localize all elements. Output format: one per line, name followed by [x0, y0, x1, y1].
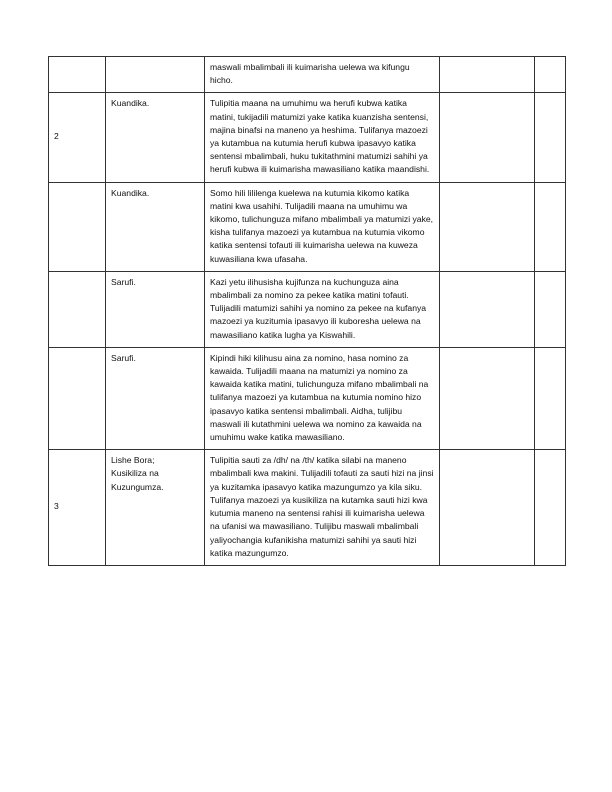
table-row — [49, 57, 566, 93]
table-row — [49, 182, 566, 271]
description-cell: Tulipitia sauti za /dh/ na /th/ katika silabi na maneno mbalimbali kwa makini. Tulijadili tofauti za sauti hizi na jinsi ya kuzitamka ipasavyo katika mazungumzo ya kila siku. Tulifanya mazoezi ya kusikiliza na kutamka sauti hizi kwa kutumia maneno na sentensi rahisi ili kuimarisha uelewa na ufanisi wa mawasiliano. Tulijibu maswali mbalimbali yaliyochangia kufanikisha matumizi sahihi ya sauti hizi katika mazungumzo. — [205, 450, 440, 566]
empty-cell — [440, 93, 535, 182]
week-cell — [49, 57, 106, 93]
empty-cell — [440, 271, 535, 347]
description-cell: Kazi yetu ilihusisha kujifunza na kuchunguza aina mbalimbali za nomino za pekee katika matini tofauti. Tulijadili matumizi sahihi ya nomino za pekee na kufanya mazoezi ya kuzitumia ipasavyo ili kuboresha uelewa na mawasiliano katika lugha ya Kiswahili. — [205, 271, 440, 347]
table-row — [49, 271, 566, 347]
week-cell — [49, 271, 106, 347]
empty-cell — [535, 450, 566, 566]
topic-cell: Kuandika. — [106, 93, 205, 182]
empty-cell — [535, 271, 566, 347]
week-cell — [49, 347, 106, 449]
description-cell: maswali mbalimbali ili kuimarisha uelewa wa kifungu hicho. — [205, 57, 440, 93]
empty-cell — [535, 182, 566, 271]
week-cell — [49, 182, 106, 271]
empty-cell — [535, 93, 566, 182]
table-row — [49, 450, 566, 566]
week-cell: 3 — [49, 450, 106, 566]
empty-cell — [440, 450, 535, 566]
topic-cell — [106, 57, 205, 93]
topic-cell: Kuandika. — [106, 182, 205, 271]
empty-cell — [535, 347, 566, 449]
description-cell: Tulipitia maana na umuhimu wa herufi kubwa katika matini, tukijadili matumizi yake katika kuanzisha sentensi, majina binafsi na maneno ya heshima. Tulifanya mazoezi ya kutambua na kutumia herufi kubwa ipasavyo katika sentensi mbalimbali, huku tukitathmini matumizi sahihi ya herufi kubwa ili kuimarisha mawasiliano katika maandishi. — [205, 93, 440, 182]
description-cell: Kipindi hiki kilihusu aina za nomino, hasa nomino za kawaida. Tulijadili maana na matumizi ya nomino za kawaida katika matini, tulichunguza mifano mbalimbali na tulifanya mazoezi ya kutambua na kutumia nomino hizo ipasavyo katika sentensi mbalimbali. Aidha, tulijibu maswali ili kutathmini uelewa wa nomino za kawaida na umuhimu wake katika mawasiliano. — [205, 347, 440, 449]
empty-cell — [440, 182, 535, 271]
empty-cell — [535, 57, 566, 93]
table-row — [49, 93, 566, 182]
description-cell: Somo hili lililenga kuelewa na kutumia kikomo katika matini kwa usahihi. Tulijadili maana na umuhimu wa kikomo, tulichunguza mifano mbalimbali ya matumizi yake, kisha tulifanya mazoezi ya kutambua na kutumia vikomo katika sentensi tofauti ili kuimarisha uelewa na kuweza kuwasiliana kwa ufasaha. — [205, 182, 440, 271]
topic-cell: Sarufi. — [106, 271, 205, 347]
topic-cell: Lishe Bora; Kusikiliza na Kuzungumza. — [106, 450, 205, 566]
lesson-log-table — [48, 56, 566, 566]
table-row — [49, 347, 566, 449]
empty-cell — [440, 57, 535, 93]
empty-cell — [440, 347, 535, 449]
week-cell: 2 — [49, 93, 106, 182]
topic-cell: Sarufi. — [106, 347, 205, 449]
